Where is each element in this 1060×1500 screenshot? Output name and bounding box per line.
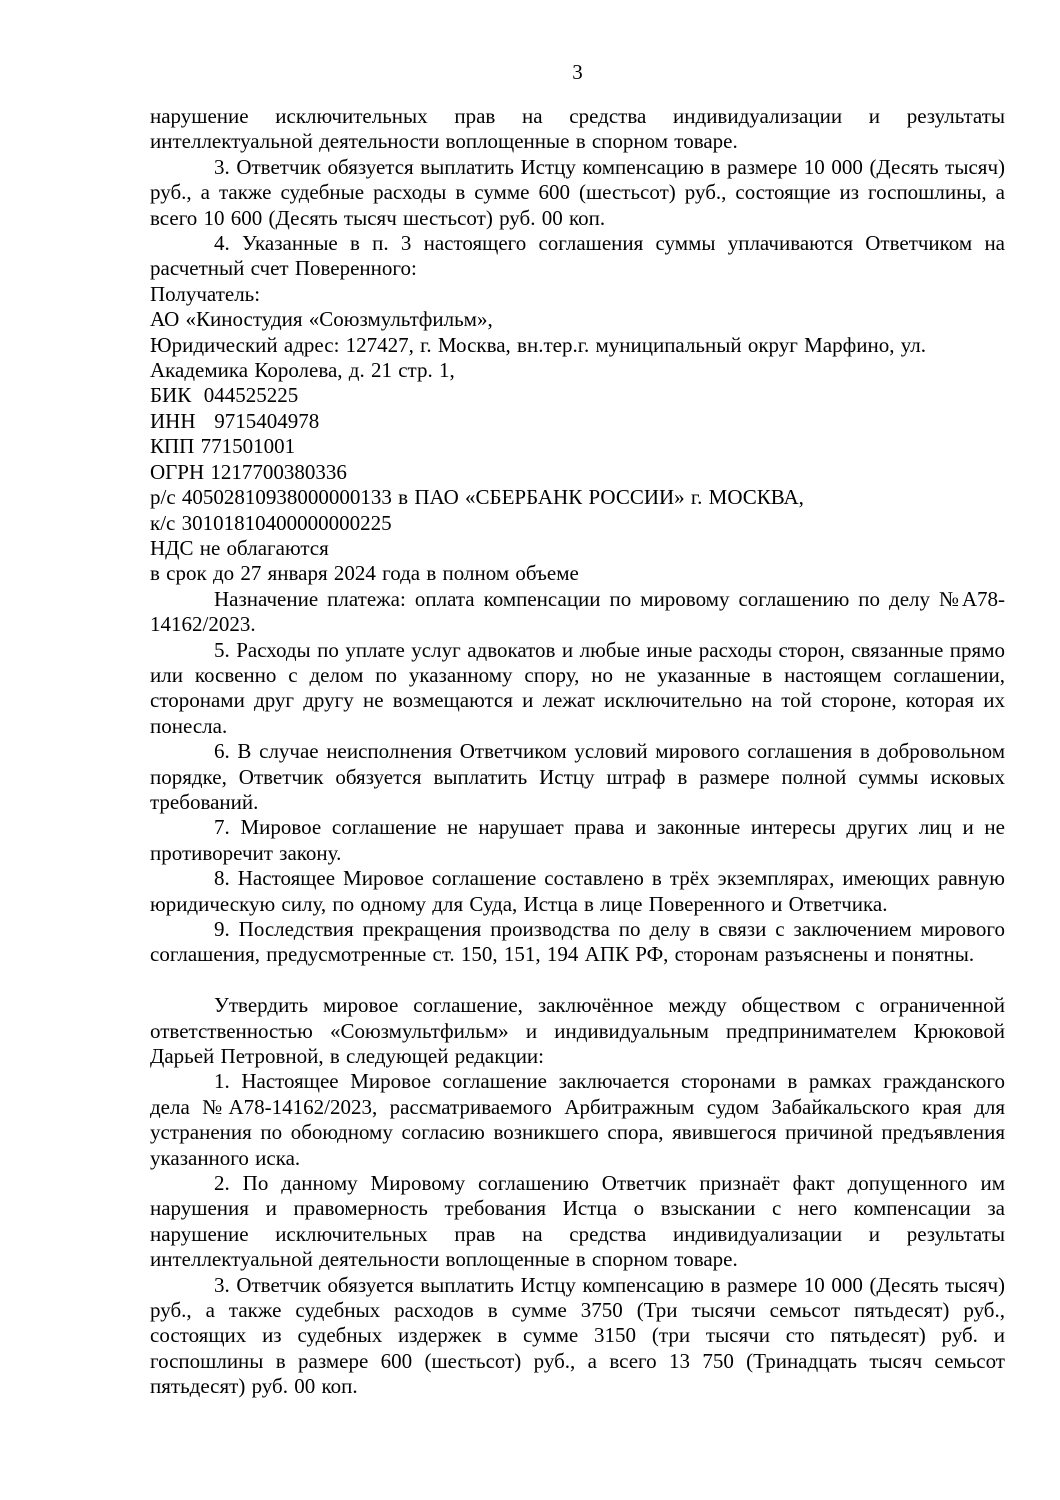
paragraph: Юридический адрес: 127427, г. Москва, вн.тер.г. муниципальный округ Марфино, ул. Академика Королева, д. 21 стр. 1, xyxy=(150,332,933,383)
paragraph: 8. Настоящее Мировое соглашение составлено в трёх экземплярах, имеющих равную юридическую силу, по одному для Суда, Истца в лице Поверенного и Ответчика. xyxy=(150,866,1012,916)
paragraph: КПП 771501001 xyxy=(150,434,296,459)
paragraph: 6. В случае неисполнения Ответчиком условий мирового соглашения в добровольном порядке, Ответчик обязуется выплатить Истцу штраф в размере полной суммы исковых требований. xyxy=(150,739,1012,814)
paragraph: 7. Мировое соглашение не нарушает права и законные интересы других лиц и не противоречит закону. xyxy=(150,815,1012,865)
paragraph: Получатель: xyxy=(150,281,261,306)
paragraph: ОГРН 1217700380336 xyxy=(150,459,347,484)
paragraph: 4. Указанные в п. 3 настоящего соглашения суммы уплачиваются Ответчиком на расчетный счет Поверенного: xyxy=(150,231,1012,281)
page-number: 3 xyxy=(572,60,583,84)
paragraph: Назначение платежа: оплата компенсации по мировому соглашению по делу №А78-14162/2023. xyxy=(150,586,1005,637)
paragraph: р/с 40502810938000000133 в ПАО «СБЕРБАНК РОССИИ» г. МОСКВА, xyxy=(150,485,804,510)
paragraph: 3. Ответчик обязуется выплатить Истцу компенсацию в размере 10 000 (Десять тысяч) руб., а также судебных расходов в сумме 3750 (Три тысячи семьсот пятьдесят) руб., состоящих из судебных издержек в сумме 3150 (три тысячи сто пятьдесят) руб. и госпошлины в размере 600 (шестьсот) руб., а всего 13 750 (Тринадцать тысяч семьсот пятьдесят) руб. 00 коп. xyxy=(150,1272,1012,1399)
paragraph: 9. Последствия прекращения производства по делу в связи с заключением мирового соглашения, предусмотренные ст. 150, 151, 194 АПК РФ, сторонам разъяснены и понятны. xyxy=(150,917,1012,967)
paragraph: БИК 044525225 xyxy=(150,383,299,408)
paragraph: ИНН 9715404978 xyxy=(150,408,320,433)
paragraph: нарушение исключительных прав на средства индивидуализации и результаты интеллектуальной деятельности воплощенные в спорном товаре. xyxy=(150,104,1012,154)
paragraph: 5. Расходы по уплате услуг адвокатов и любые иные расходы сторон, связанные прямо или косвенно с делом по указанному спору, но не указанные в настоящем соглашении, сторонами друг другу не возмещаются и лежат исключительно на той стороне, которая их понесла. xyxy=(150,637,1012,738)
paragraph: 1. Настоящее Мировое соглашение заключается сторонами в рамках гражданского дела №А78-14162/2023, рассматриваемого Арбитражным судом Забайкальского края для устранения по обоюдному согласию возникшего спора, явившегося причиной предъявления указанного иска. xyxy=(150,1069,1012,1170)
paragraph: к/с 30101810400000000225 xyxy=(150,510,392,535)
paragraph: 3. Ответчик обязуется выплатить Истцу компенсацию в размере 10 000 (Десять тысяч) руб., а также судебные расходы в сумме 600 (шестьсот) руб., состоящие из госпошлины, а всего 10 600 (Десять тысяч шестьсот) руб. 00 коп. xyxy=(150,154,1012,230)
paragraph: в срок до 27 января 2024 года в полном объеме xyxy=(150,561,579,586)
document-body xyxy=(150,104,1012,1400)
paragraph: 2. По данному Мировому соглашению Ответчик признаёт факт допущенного им нарушения и правомерность требования Истца о взыскании с него компенсации за нарушение исключительных прав на средства индивидуализации и результаты интеллектуальной деятельности воплощенные в спорном товаре. xyxy=(150,1171,1012,1272)
paragraph: Утвердить мировое соглашение, заключённое между обществом с ограниченной ответственностью «Союзмультфильм» и индивидуальным предпринимателем Крюковой Дарьей Петровной, в следующей редакции: xyxy=(150,993,1012,1069)
paragraph: НДС не облагаются xyxy=(150,535,329,560)
paragraph: АО «Киностудия «Союзмультфильм», xyxy=(150,307,493,332)
